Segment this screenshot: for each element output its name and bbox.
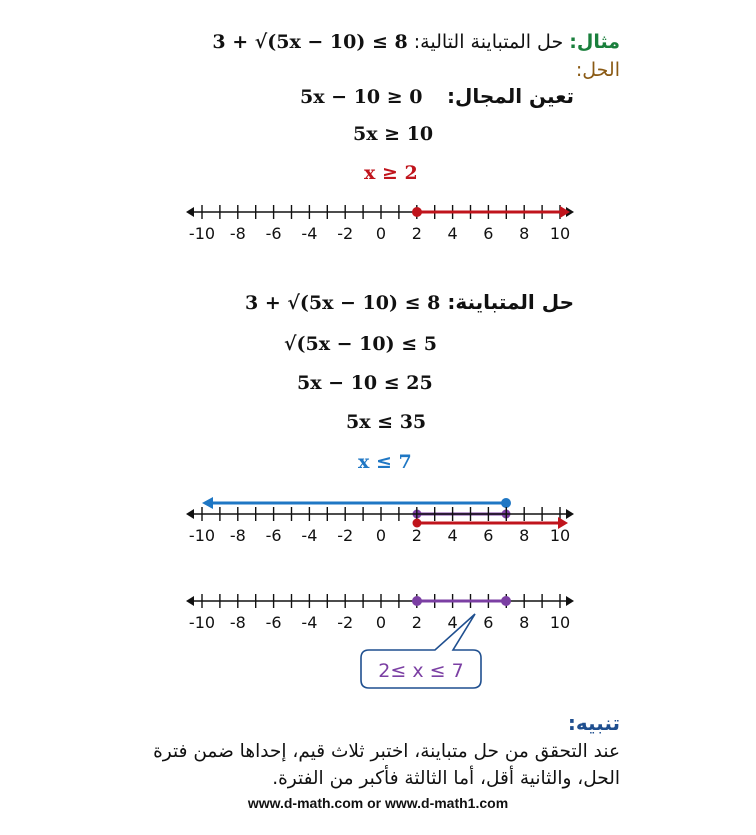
tick-label: 4 [447,526,458,545]
arrow-left-icon [186,509,194,519]
footer-links: www.d-math.com or www.d-math1.com [247,795,509,811]
tick-label: -10 [188,224,216,243]
tick-label: 4 [447,613,458,632]
tick-label: -6 [265,526,282,545]
tick-label: 8 [519,526,530,545]
arrow-right-icon [566,509,574,519]
tick-label: 2 [411,613,422,632]
tick-label: -8 [229,224,246,243]
tick-label: 0 [375,224,387,243]
tick-label: -10 [188,613,216,632]
number-line-combined [180,490,580,550]
example-text: حل المتباينة التالية: [413,31,564,53]
domain-step-1: 5x − 10 ≥ 0 [300,86,423,108]
tick-label: -6 [265,613,282,632]
tick-label: 2 [411,224,422,243]
solve-step-4: 5x ≤ 35 [346,411,427,433]
arrow-left-icon [186,596,194,606]
tick-label: -2 [337,613,354,632]
solve-step-1: 3 + √(5x − 10) ≤ 8 [245,292,441,314]
tick-label: 0 [375,526,387,545]
tick-labels [189,224,570,243]
tick-labels [189,526,570,545]
solve-result: x ≤ 7 [358,451,412,473]
domain-ray-arrow-icon [560,206,570,218]
tick-label: -10 [188,526,216,545]
tick-label: -4 [301,224,318,243]
solution-endpoint-7 [501,498,511,508]
domain-endpoint-2 [412,207,422,217]
arrow-left-icon [186,207,194,217]
note-title: تنبيه: [567,711,620,735]
tick-label: 6 [483,613,494,632]
tick-label: -2 [337,526,354,545]
tick-label: -8 [229,613,246,632]
example-label: مثال: [569,31,620,53]
domain-label: تعين المجال: [447,84,574,108]
tick-label: 6 [483,224,494,243]
example-heading [212,31,620,53]
domain-step-2: 5x ≥ 10 [353,123,434,145]
solve-step-3: 5x − 10 ≤ 25 [297,372,433,394]
solution-callout [355,600,495,695]
arrow-right-icon [566,596,574,606]
domain-result: x ≥ 2 [364,162,418,184]
solution-label: الحل: [575,59,620,81]
solve-label: حل المتباينة: [447,290,574,314]
tick-label: 10 [549,224,571,243]
number-line-domain [180,198,580,248]
tick-label: -8 [229,526,246,545]
solve-step-2: √(5x − 10) ≤ 5 [284,333,437,355]
tick-label: 10 [549,613,571,632]
tick-label: 8 [519,224,530,243]
tick-label: -2 [337,224,354,243]
example-inequality: 3 + √(5x − 10) ≤ 8 [212,31,408,53]
tick-label: 2 [411,526,422,545]
tick-label: 4 [447,224,458,243]
tick-label: -4 [301,613,318,632]
callout-text: 2≤ x ≤ 7 [378,660,464,682]
tick-label: 10 [549,526,571,545]
note-body: عند التحقق من حل متباينة، اختبر ثلاث قيم، إحداها ضمن فترة الحل، والثانية أقل، أما الثالثة فأكبر من الفترة. [153,741,620,789]
solution-endpoint-7 [501,596,511,606]
ticks [202,507,560,521]
tick-label: -6 [265,224,282,243]
tick-label: 6 [483,526,494,545]
tick-label: 8 [519,613,530,632]
tick-label: 0 [375,613,387,632]
solution-ray-arrow-icon [202,497,213,509]
tick-label: -4 [301,526,318,545]
